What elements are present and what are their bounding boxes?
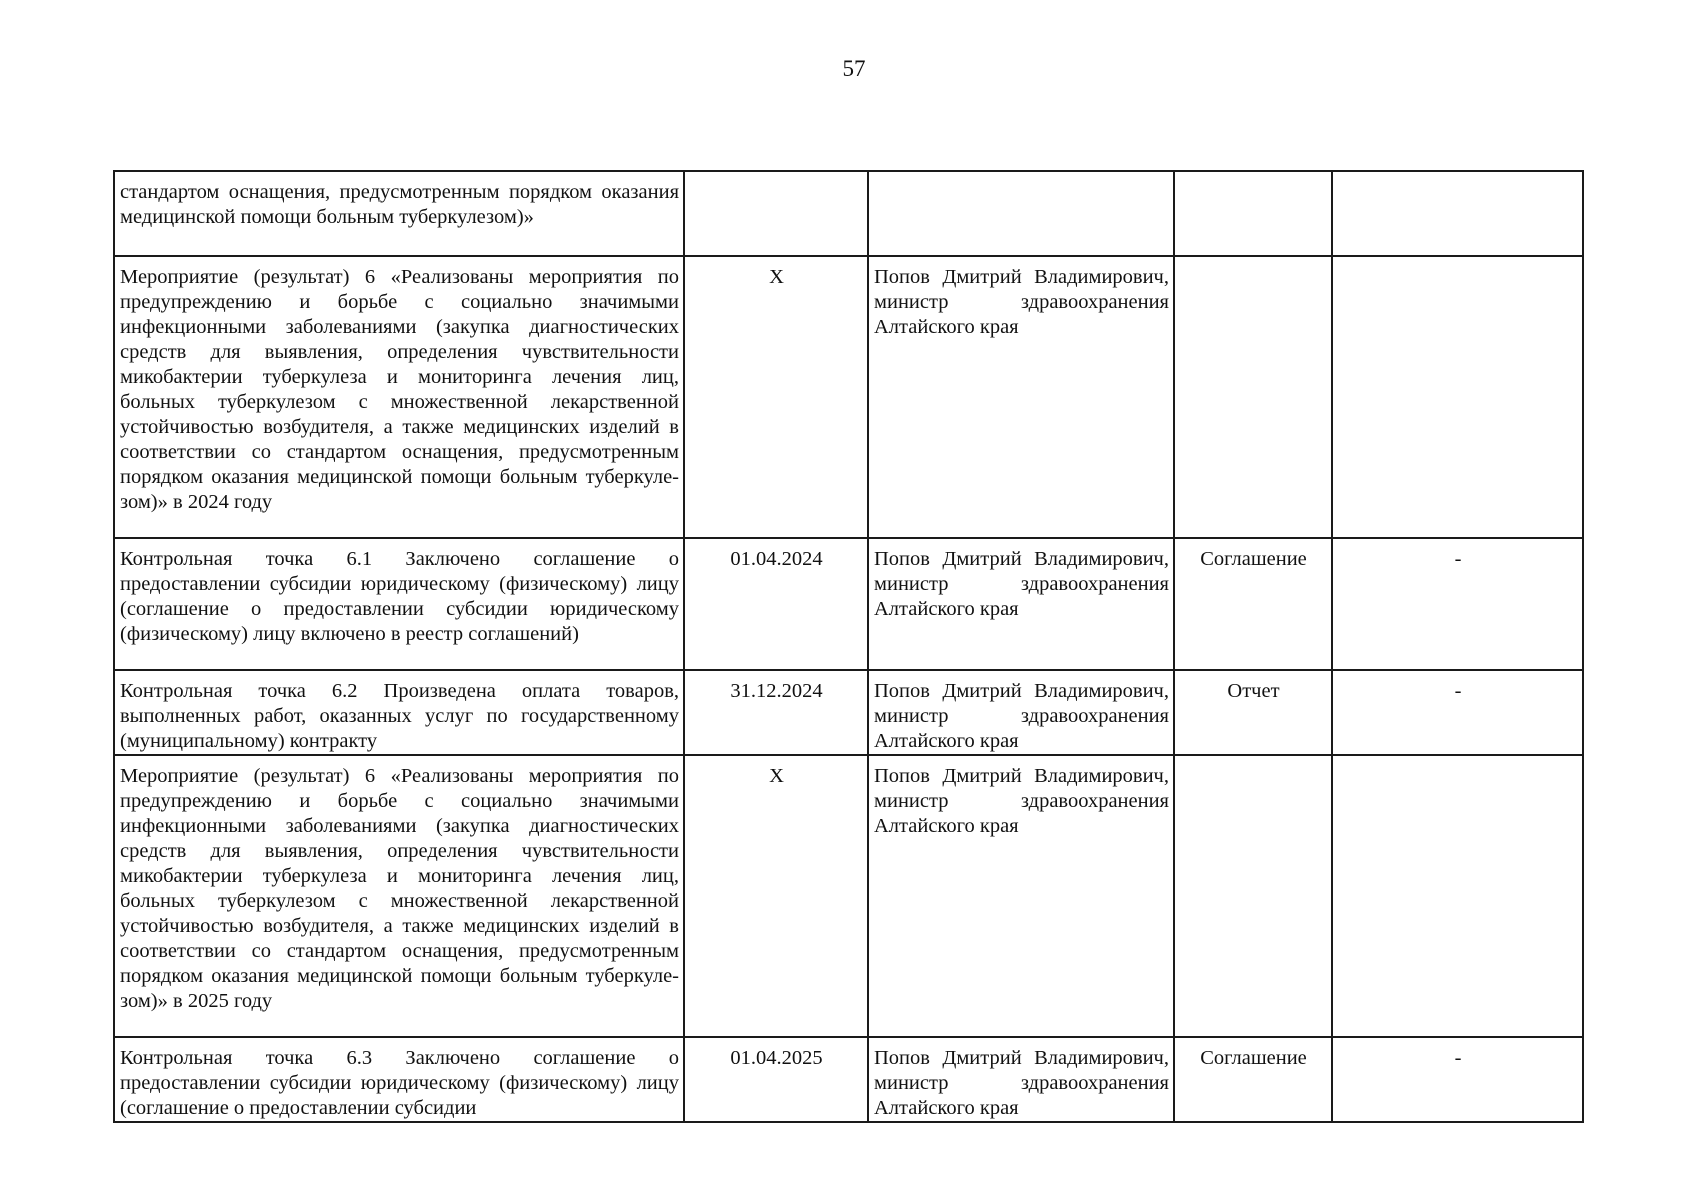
- table-row: [114, 538, 1583, 670]
- table-row: [114, 171, 1583, 256]
- table-row: [114, 670, 1583, 755]
- row-note: -: [1332, 670, 1583, 755]
- row-date: 01.04.2025: [684, 1037, 868, 1122]
- row-date: 01.04.2024: [684, 538, 868, 670]
- row-note: [1332, 171, 1583, 256]
- row-note: [1332, 256, 1583, 538]
- row-description: Контрольная точка 6.2 Произведена оплата товаров, выполненных работ, оказанных услуг по государственному (муниципальному) контракту: [114, 670, 684, 755]
- row-responsible: Попов Дмитрий Владимирович, министр здравоохранения Алтайского края: [868, 538, 1174, 670]
- row-document: Соглашение: [1174, 1037, 1332, 1122]
- page-number: 57: [842, 56, 866, 81]
- row-responsible: Попов Дмитрий Владимирович, министр здравоохранения Алтайского края: [868, 1037, 1174, 1122]
- row-note: [1332, 755, 1583, 1037]
- row-date: 31.12.2024: [684, 670, 868, 755]
- row-responsible: Попов Дмитрий Владимирович, министр здравоохранения Алтайского края: [868, 256, 1174, 538]
- row-document: Отчет: [1174, 670, 1332, 755]
- row-document: [1174, 256, 1332, 538]
- table-row: [114, 256, 1583, 538]
- table-row: [114, 1037, 1583, 1122]
- row-description: Контрольная точка 6.1 Заключено соглашение о предоставлении субсидии юридическому (физическому) лицу (соглашение о предоставлении субсидии юридическому (физическому) лицу включено в реестр соглашений): [114, 538, 684, 670]
- row-document: Соглашение: [1174, 538, 1332, 670]
- row-responsible: [868, 171, 1174, 256]
- activities-table: [113, 170, 1584, 1123]
- row-responsible: Попов Дмитрий Владимирович, министр здравоохранения Алтайского края: [868, 755, 1174, 1037]
- row-description: Мероприятие (результат) 6 «Реализованы мероприятия по предупреждению и борьбе с социально значимыми инфекционными заболеваниями (закупка диагностических средств для выявления, определения чувствительности микобактерии туберкулеза и мониторинга лечения лиц, больных туберкулезом с множественной лекарственной устойчивостью возбудителя, а также медицинских изделий в соответствии со стандартом оснащения, предусмотренным порядком оказания медицинской помощи больным туберкулезом)» в 2025 году: [114, 755, 684, 1037]
- row-responsible: Попов Дмитрий Владимирович, министр здравоохранения Алтайского края: [868, 670, 1174, 755]
- row-description: Мероприятие (результат) 6 «Реализованы мероприятия по предупреждению и борьбе с социально значимыми инфекционными заболеваниями (закупка диагностических средств для выявления, определения чувствительности микобактерии туберкулеза и мониторинга лечения лиц, больных туберкулезом с множественной лекарственной устойчивостью возбудителя, а также медицинских изделий в соответствии со стандартом оснащения, предусмотренным порядком оказания медицинской помощи больным туберкулезом)» в 2024 году: [114, 256, 684, 538]
- row-description: Контрольная точка 6.3 Заключено соглашение о предоставлении субсидии юридическому (физическому) лицу (соглашение о предоставлении субсидии: [114, 1037, 684, 1122]
- row-document: [1174, 171, 1332, 256]
- row-document: [1174, 755, 1332, 1037]
- row-date: X: [684, 256, 868, 538]
- table-row: [114, 755, 1583, 1037]
- row-note: -: [1332, 538, 1583, 670]
- row-date: X: [684, 755, 868, 1037]
- row-description: стандартом оснащения, предусмотренным порядком оказания медицинской помощи больным туберкулезом)»: [114, 171, 684, 256]
- row-note: -: [1332, 1037, 1583, 1122]
- row-date: [684, 171, 868, 256]
